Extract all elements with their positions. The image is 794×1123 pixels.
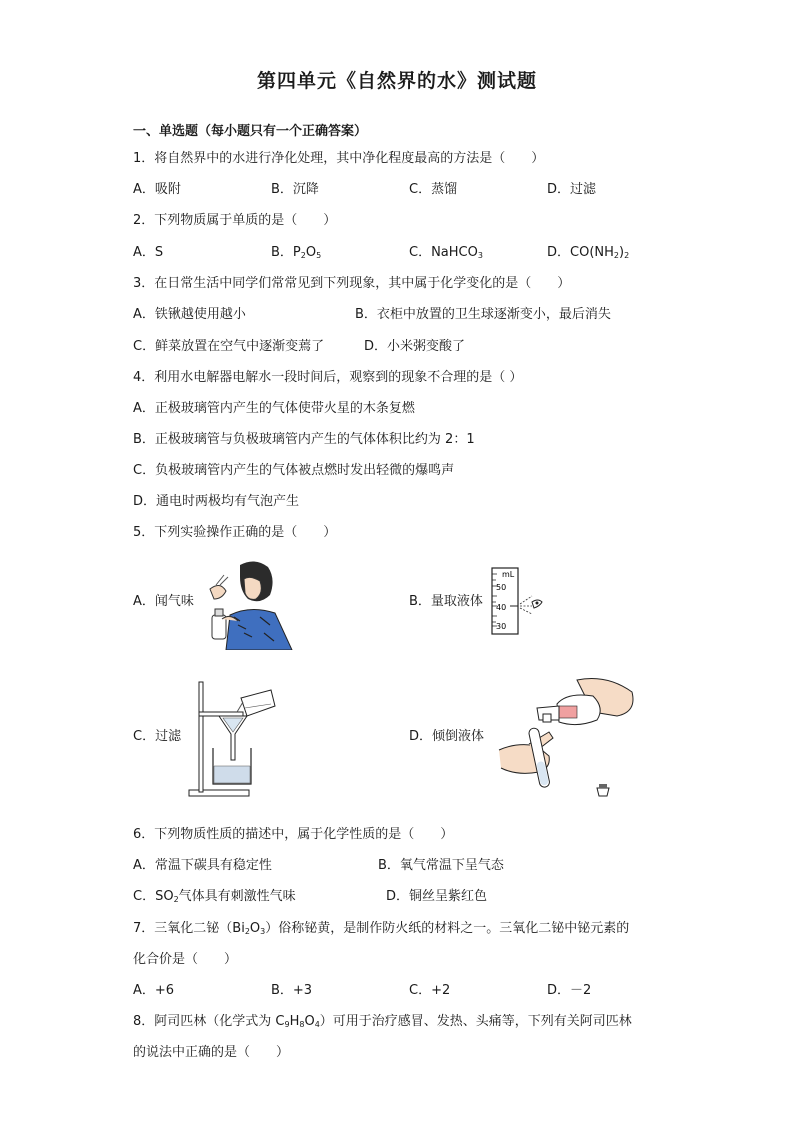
q3-option-b[interactable]: B．衣柜中放置的卫生球逐渐变小，最后消失 (355, 307, 611, 322)
q7-option-a[interactable]: A．+6 (133, 983, 175, 998)
question-1-stem: 1．将自然界中的水进行净化处理，其中净化程度最高的方法是（ ） (133, 151, 545, 166)
pouring-liquid-illustration (497, 672, 642, 804)
question-6-stem: 6．下列物质性质的描述中，属于化学性质的是（ ） (133, 827, 454, 842)
q5-option-b[interactable]: B．量取液体 (409, 594, 483, 609)
q6-option-c[interactable]: C．$SO_2$气体具有刺激性气味 (133, 889, 296, 904)
q5-option-d[interactable]: D．倾倒液体 (409, 729, 485, 744)
q6-option-b[interactable]: B．氧气常温下呈气态 (378, 858, 504, 873)
question-2-stem: 2．下列物质属于单质的是（ ） (133, 213, 337, 228)
question-5-stem: 5．下列实验操作正确的是（ ） (133, 525, 337, 540)
cylinder-unit-label: mL (502, 570, 515, 579)
q2-option-a[interactable]: A．S (133, 245, 164, 260)
smelling-illustration (200, 555, 295, 650)
q1-option-d[interactable]: D．过滤 (547, 182, 597, 197)
graduated-cylinder-illustration (488, 566, 548, 636)
q2-option-d[interactable]: D．$CO(NH_2)_2$ (547, 245, 630, 260)
cylinder-tick-50: 50 (496, 583, 507, 592)
q7-option-d[interactable]: D．－2 (547, 983, 592, 998)
question-3-stem: 3．在日常生活中同学们常常见到下列现象，其中属于化学变化的是（ ） (133, 276, 571, 291)
q5-option-c[interactable]: C．过滤 (133, 729, 182, 744)
cylinder-tick-30: 30 (496, 622, 507, 631)
q7-option-c[interactable]: C．+2 (409, 983, 451, 998)
q1-option-b[interactable]: B．沉降 (271, 182, 319, 197)
q6-option-d[interactable]: D．铜丝呈紫红色 (386, 889, 488, 904)
q5-option-a[interactable]: A．闻气味 (133, 594, 194, 609)
cylinder-tick-40: 40 (496, 603, 507, 612)
q3-option-c[interactable]: C．鲜菜放置在空气中逐渐变蔫了 (133, 339, 325, 354)
q4-option-a[interactable]: A．正极玻璃管内产生的气体使带火星的木条复燃 (133, 401, 415, 416)
q4-option-c[interactable]: C．负极玻璃管内产生的气体被点燃时发出轻微的爆鸣声 (133, 463, 455, 478)
q1-option-a[interactable]: A．吸附 (133, 182, 181, 197)
question-7-stem: 7．三氧化二铋$(Bi_2O_3)$俗称铋黄，是制作防火纸的材料之一。三氧化二铋中铋元素的 (133, 921, 630, 936)
q2-option-c[interactable]: C．NaHCO$_3$ (409, 245, 483, 260)
q2-option-b[interactable]: B．$P_2O_5$ (271, 245, 322, 260)
question-4-stem: 4．利用水电解器电解水一段时间后，观察到的现象不合理的是（ ） (133, 370, 523, 385)
q4-option-b[interactable]: B．正极玻璃管与负极玻璃管内产生的气体体积比约为 2：1 (133, 432, 475, 447)
q3-option-a[interactable]: A．铁锹越使用越小 (133, 307, 246, 322)
page-title: 第四单元《自然界的水》测试题 (256, 70, 537, 92)
question-7-stem-line2: 化合价是（ ） (133, 952, 238, 967)
q7-option-b[interactable]: B．+3 (271, 983, 313, 998)
section-heading: 一、单选题（每小题只有一个正确答案） (133, 124, 368, 139)
q1-option-c[interactable]: C．蒸馏 (409, 182, 458, 197)
question-8-stem: 8．阿司匹林（化学式为 $C_9H_8O_4$）可用于治疗感冒、发热、头痛等，下列有关阿司匹林 (133, 1014, 632, 1029)
q6-option-a[interactable]: A．常温下碳具有稳定性 (133, 858, 272, 873)
q3-option-d[interactable]: D．小米粥变酸了 (364, 339, 466, 354)
filtration-illustration (185, 676, 285, 798)
question-8-stem-line2: 的说法中正确的是（ ） (133, 1045, 290, 1060)
q4-option-d[interactable]: D．通电时两极均有气泡产生 (133, 494, 300, 509)
